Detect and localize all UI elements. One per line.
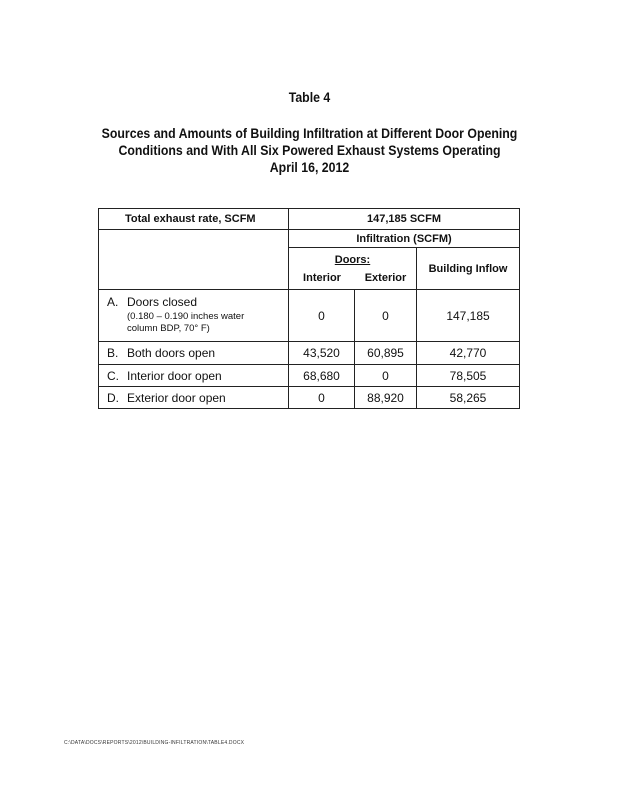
cell-inflow: 42,770 <box>417 342 520 365</box>
cell-interior: 68,680 <box>289 365 355 387</box>
table-title <box>37 125 582 176</box>
title-line-2: Conditions and With All Six Powered Exhaust Systems Operating <box>118 142 501 158</box>
row-letter: A. <box>107 295 119 309</box>
table-row <box>99 342 520 365</box>
cell-inflow: 147,185 <box>417 290 520 342</box>
col-exterior-header: Exterior <box>364 271 407 284</box>
total-exhaust-value: 147,185 SCFM <box>289 209 520 230</box>
row-label: Exterior door open <box>127 390 226 405</box>
infiltration-header: Infiltration (SCFM) <box>289 230 520 248</box>
cell-exterior: 60,895 <box>355 342 417 365</box>
cell-interior: 43,520 <box>289 342 355 365</box>
row-letter: B. <box>107 346 119 360</box>
table-row <box>99 387 520 409</box>
table-row <box>99 365 520 387</box>
row-label: Both doors open <box>127 346 216 360</box>
table-row <box>99 290 520 342</box>
doors-header-group <box>289 248 417 290</box>
row-note-line-2: column BDP, 70° F) <box>127 323 210 334</box>
doors-header: Doors: <box>334 253 371 266</box>
blank-header-cell <box>99 230 289 290</box>
row-letter: D. <box>107 390 119 405</box>
cell-inflow: 78,505 <box>417 365 520 387</box>
cell-inflow: 58,265 <box>417 387 520 409</box>
row-a-label-cell <box>99 290 289 342</box>
row-label: Interior door open <box>127 368 222 383</box>
cell-exterior: 88,920 <box>355 387 417 409</box>
infiltration-table <box>98 208 520 409</box>
table-number: Table 4 <box>288 89 331 105</box>
total-exhaust-label: Total exhaust rate, SCFM <box>99 209 289 230</box>
col-interior-header: Interior <box>303 271 341 284</box>
cell-interior: 0 <box>289 387 355 409</box>
row-c-label-cell <box>99 365 289 387</box>
document-path-footer: C:\DATA\DOCS\REPORTS\2012\BUILDING-INFILTRATION\TABLE4.DOCX <box>64 740 245 746</box>
title-date: April 16, 2012 <box>269 159 350 175</box>
title-line-1: Sources and Amounts of Building Infiltration at Different Door Opening <box>101 125 518 141</box>
row-letter: C. <box>107 368 119 383</box>
row-d-label-cell <box>99 387 289 409</box>
cell-interior: 0 <box>289 290 355 342</box>
row-label: Doors closed <box>127 295 198 309</box>
cell-exterior: 0 <box>355 365 417 387</box>
col-building-inflow-header: Building Inflow <box>417 248 520 290</box>
row-b-label-cell <box>99 342 289 365</box>
cell-exterior: 0 <box>355 290 417 342</box>
row-note-line-1: (0.180 – 0.190 inches water <box>127 311 245 322</box>
